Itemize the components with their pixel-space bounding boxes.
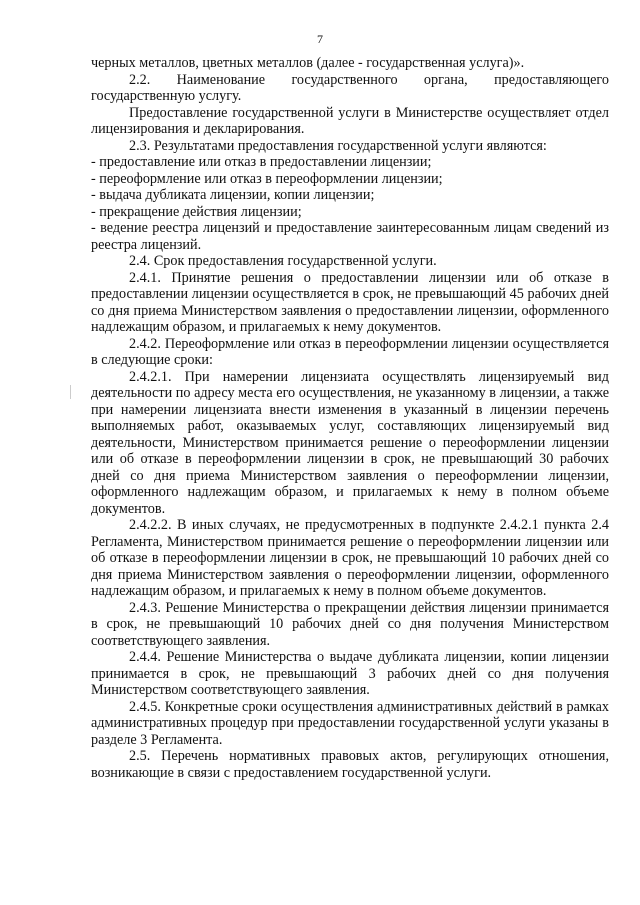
paragraph-2-4-3: 2.4.3. Решение Министерства о прекращении действия лицензии принимается в срок, не превышающий 10 рабочих дней со дня получения Министерством соответствующего заявления. [91, 599, 609, 649]
page-number: 7 [317, 32, 323, 46]
list-item: - предоставление или отказ в предоставлении лицензии; [91, 154, 432, 170]
paragraph-2-3-heading: 2.3. Результатами предоставления государственной услуги являются: [129, 137, 547, 154]
paragraph-2-4-4: 2.4.4. Решение Министерства о выдаче дубликата лицензии, копии лицензии принимается в срок, не превышающий 3 рабочих дней со дня получения Министерством соответствующего заявления. [91, 649, 609, 698]
scan-margin-mark [70, 385, 71, 399]
paragraph-2-4-heading: 2.4. Срок предоставления государственной услуги. [129, 253, 437, 269]
document-body [91, 55, 609, 781]
list-item: - прекращение действия лицензии; [91, 203, 302, 220]
paragraph-2-4-5: 2.4.5. Конкретные сроки осуществления административных действий в рамках административных процедур при предоставлении государственной услуги указаны в разделе 3 Регламента. [91, 698, 609, 748]
paragraph-2-2-heading: 2.2. Наименование государственного органа, предоставляющего государственную услугу. [91, 71, 609, 104]
paragraph-2-4-2-1: 2.4.2.1. При намерении лицензиата осуществлять лицензируемый вид деятельности по адресу места его осуществления, не указанному в лицензии, а также при намерении лицензиата внести изменения в указанный в лицензии перечень выполняемых работ, оказываемых услуг, составляющих лицензируемый вид деятельности, Министерством принимается решение о переоформлении лицензии или об отказе в переоформлении лицензии в срок, не превышающий 30 рабочих дней со дня приема Министерством заявления о переоформлении лицензии, оформленного надлежащим образом, и прилагаемых к нему в полном объеме документов. [91, 368, 609, 517]
paragraph-2-4-1: 2.4.1. Принятие решения о предоставлении лицензии или об отказе в предоставлении лицензии осуществляется в срок, не превышающий 45 рабочих дней со дня приема Министерством заявления о предоставлении лицензии, оформленного надлежащим образом, и прилагаемых к нему документов. [91, 269, 609, 335]
paragraph-2-2-body: Предоставление государственной услуги в Министерстве осуществляет отдел лицензирования и декларирования. [91, 104, 609, 137]
paragraph-2-5: 2.5. Перечень нормативных правовых актов, регулирующих отношения, возникающие в связи с предоставлением государственной услуги. [91, 748, 609, 781]
paragraph-2-4-2-2: 2.4.2.2. В иных случаях, не предусмотренных в подпункте 2.4.2.1 пункта 2.4 Регламента, Министерством принимается решение о переоформлении лицензии или об отказе в переоформлении лицензии в срок, не превышающий 10 рабочих дней со дня приема Министерством заявления о переоформлении лицензии, оформленного надлежащим образом, и прилагаемых к нему в полном объеме документов. [91, 517, 609, 599]
paragraph-continuation: черных металлов, цветных металлов (далее - государственная услуга)». [91, 55, 525, 71]
list-item: - выдача дубликата лицензии, копии лицензии; [91, 187, 375, 203]
list-item: - переоформление или отказ в переоформлении лицензии; [91, 170, 443, 187]
paragraph-2-4-2: 2.4.2. Переоформление или отказ в переоформлении лицензии осуществляется в следующие сроки: [91, 335, 609, 368]
list-item: - ведение реестра лицензий и предоставление заинтересованным лицам сведений из реестра лицензий. [91, 220, 609, 253]
